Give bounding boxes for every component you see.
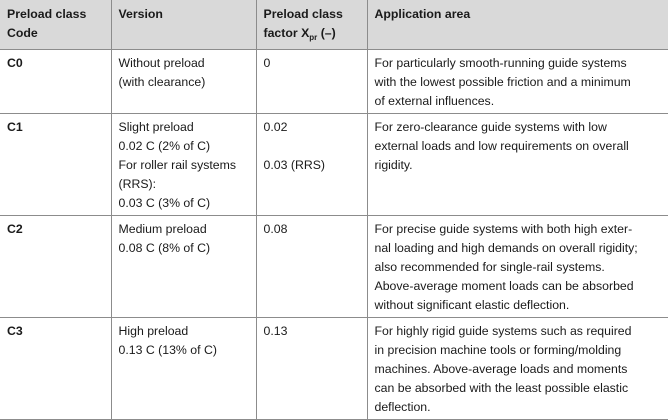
- row-version-line: 0.13 C (13% of C): [118, 343, 217, 357]
- row-application-line: external loads and low requirements on overall: [374, 139, 629, 153]
- header-factor-line1: Preload class: [263, 7, 343, 21]
- row-application-line: without significant elastic deflection.: [374, 298, 570, 312]
- header-code-line1: Preload class: [7, 7, 87, 21]
- row-application-line: deflection.: [374, 400, 431, 414]
- row-factor: [256, 50, 367, 114]
- row-factor: [256, 318, 367, 420]
- table-row-c0: [0, 50, 668, 114]
- row-application-line: For zero-clearance guide systems with low: [374, 120, 607, 134]
- row-application: [367, 216, 668, 318]
- row-version-line: Slight preload: [118, 120, 194, 134]
- row-factor-spacer: [264, 137, 360, 156]
- row-application-line: can be absorbed with the least possible elastic: [374, 381, 629, 395]
- header-application-label: Application area: [374, 7, 471, 21]
- row-factor: [256, 114, 367, 216]
- row-version-line: Without preload: [118, 56, 205, 70]
- row-application-line: rigidity.: [374, 158, 413, 172]
- row-application-line: machines. Above-average loads and moments: [374, 362, 628, 376]
- row-code: C2: [0, 216, 111, 318]
- row-version-line: For roller rail systems: [118, 158, 237, 172]
- table-row-c3: [0, 318, 668, 420]
- header-factor-suffix: (–): [317, 26, 336, 40]
- row-version-line: (with clearance): [118, 75, 206, 89]
- header-factor-subscript: pr: [309, 33, 318, 42]
- header-version-label: Version: [118, 7, 163, 21]
- row-code: C3: [0, 318, 111, 420]
- row-factor-line: 0.08: [263, 222, 288, 236]
- row-version-line: 0.02 C (2% of C): [118, 139, 211, 153]
- row-application-line: nal loading and high demands on overall rigidity;: [374, 241, 638, 255]
- row-version: [111, 216, 256, 318]
- row-application: [367, 114, 668, 216]
- row-application-line: also recommended for single-rail systems.: [374, 260, 605, 274]
- table-row-c2: [0, 216, 668, 318]
- row-code: C0: [0, 50, 111, 114]
- header-version: [111, 0, 256, 50]
- table-row-c1: [0, 114, 668, 216]
- row-version-line: 0.03 C (3% of C): [118, 196, 211, 210]
- row-factor-line: 0.13: [263, 324, 288, 338]
- row-version-line: (RRS):: [118, 177, 157, 191]
- row-version: [111, 114, 256, 216]
- header-factor-line2: [264, 24, 360, 47]
- row-factor-line: 0.03 (RRS): [263, 158, 326, 172]
- row-application-line: with the lowest possible friction and a minimum: [374, 75, 631, 89]
- row-version: [111, 50, 256, 114]
- row-application-line: For particularly smooth-running guide systems: [374, 56, 627, 70]
- row-application-line: of external influences.: [374, 94, 495, 108]
- header-code-line2: Code: [7, 26, 38, 40]
- row-factor-line: 0.02: [263, 120, 288, 134]
- row-factor-line: 0: [263, 56, 271, 70]
- header-factor: [256, 0, 367, 50]
- header-code: [0, 0, 111, 50]
- row-application-line: For precise guide systems with both high exter-: [374, 222, 633, 236]
- row-factor: [256, 216, 367, 318]
- header-factor-prefix: factor X: [263, 26, 310, 40]
- header-row: [0, 0, 668, 50]
- row-version-line: 0.08 C (8% of C): [118, 241, 211, 255]
- row-application-line: For highly rigid guide systems such as required: [374, 324, 632, 338]
- row-application: [367, 318, 668, 420]
- row-version-line: High preload: [118, 324, 189, 338]
- row-version: [111, 318, 256, 420]
- row-application-line: in precision machine tools or forming/molding: [374, 343, 622, 357]
- row-version-line: Medium preload: [118, 222, 207, 236]
- row-code: C1: [0, 114, 111, 216]
- header-application: [367, 0, 668, 50]
- row-application-line: Above-average moment loads can be absorbed: [374, 279, 634, 293]
- row-application: [367, 50, 668, 114]
